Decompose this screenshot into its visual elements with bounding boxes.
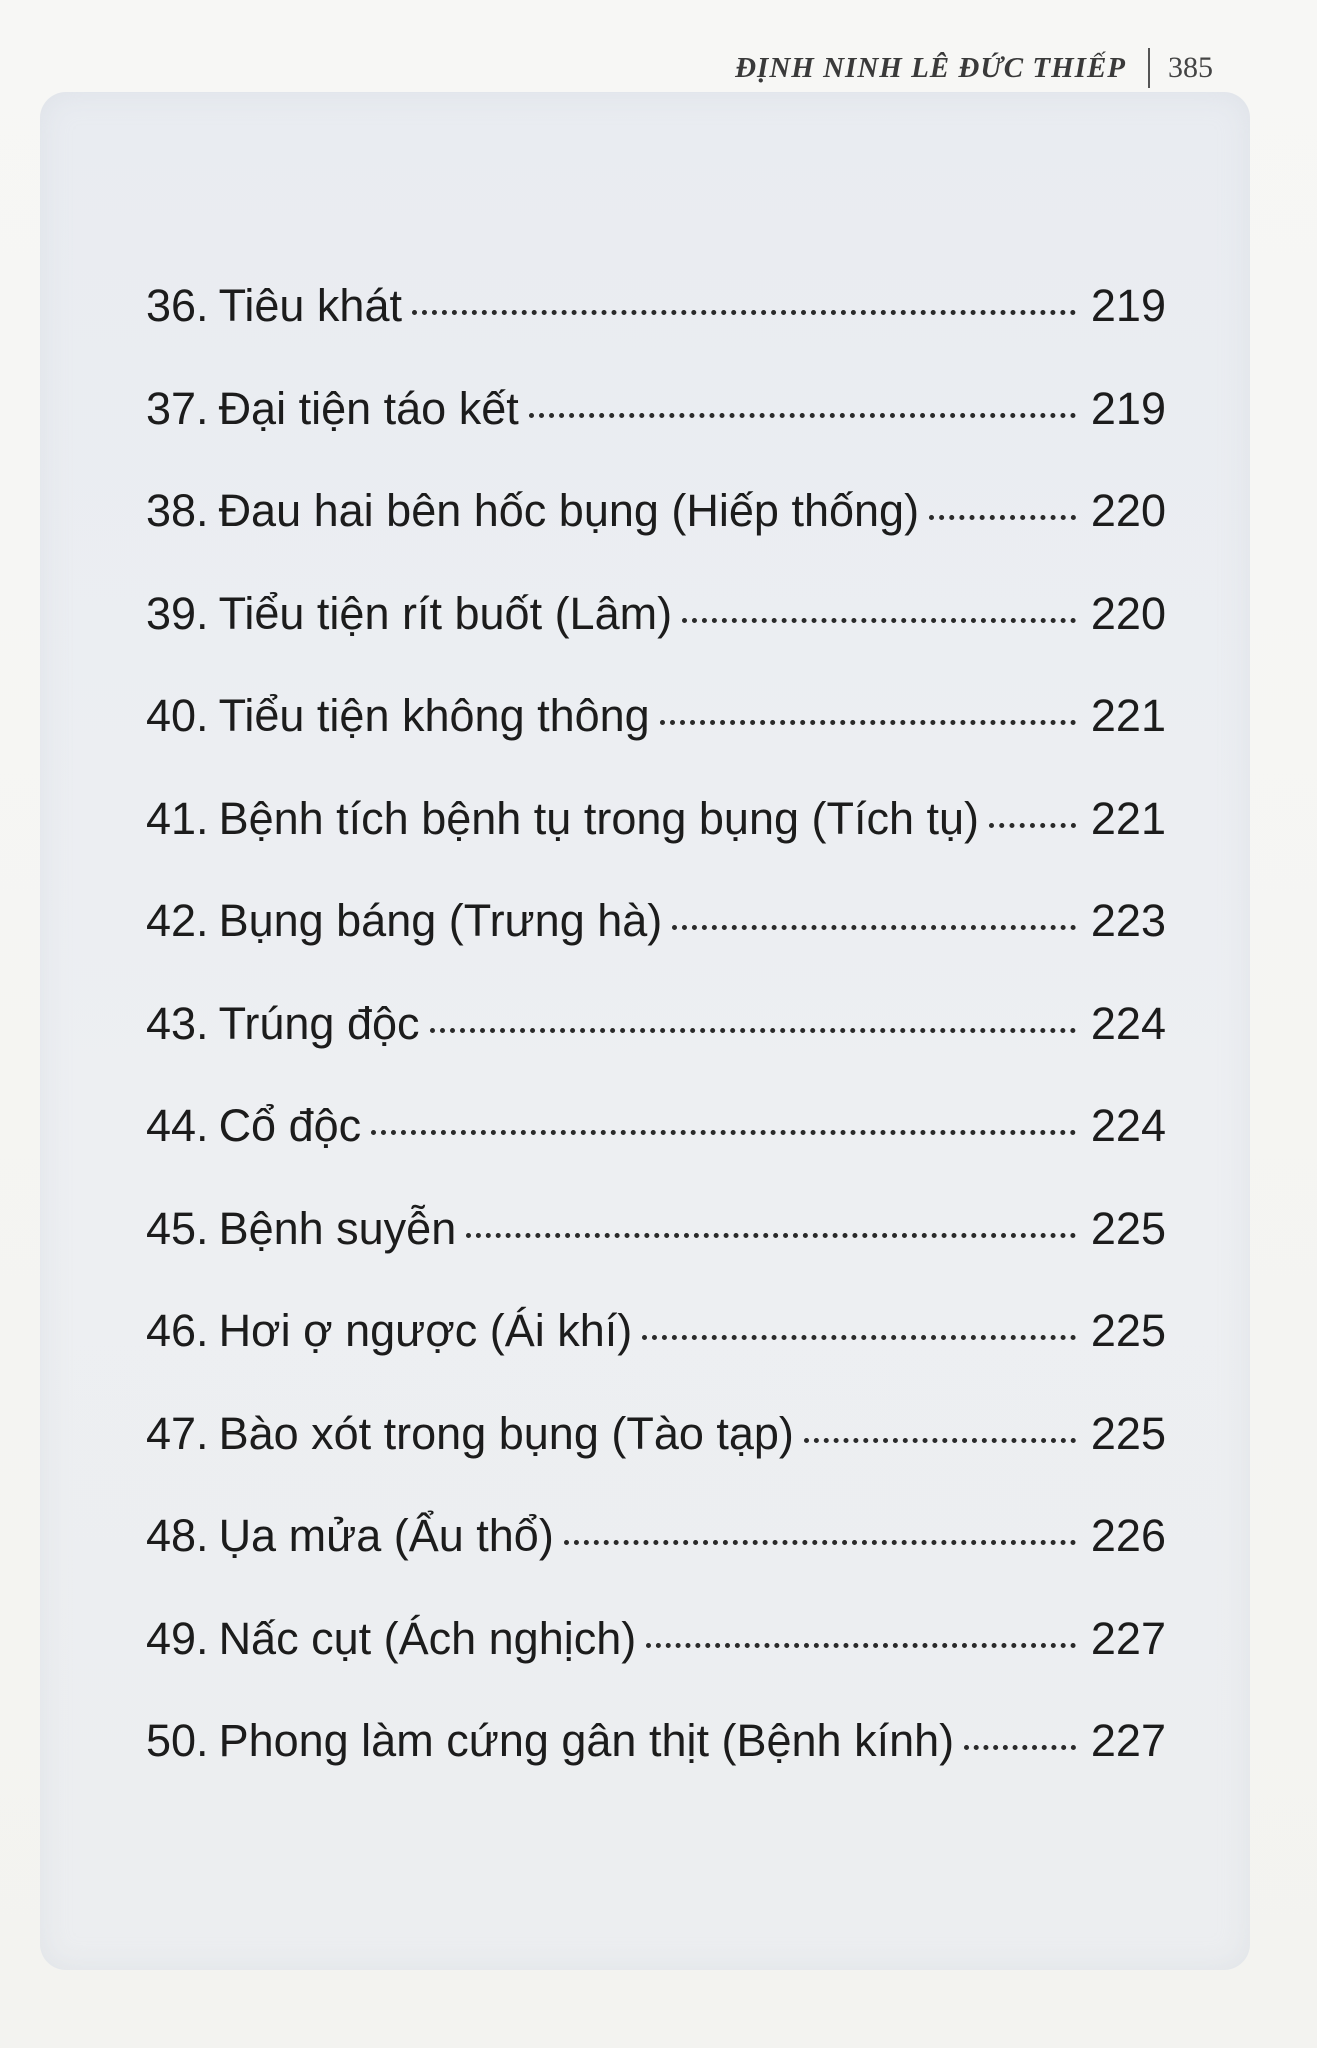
dot-leader xyxy=(642,1335,1076,1340)
toc-entry-number: 44. xyxy=(146,1100,209,1151)
dot-leader xyxy=(682,618,1076,623)
toc-entry-title: Tiêu khát xyxy=(218,280,402,331)
toc-entry-title: Phong làm cứng gân thịt (Bệnh kính) xyxy=(218,1715,955,1766)
toc-entry xyxy=(146,1715,1166,1818)
toc-entry-page: 223 xyxy=(1090,895,1166,946)
toc-entry-title: Bệnh tích bệnh tụ trong bụng (Tích tụ) xyxy=(218,792,980,844)
toc-entry-page: 220 xyxy=(1090,587,1166,639)
toc-entry-title: Trúng độc xyxy=(218,997,420,1049)
toc-entry xyxy=(146,1613,1166,1716)
toc-entry-page: 225 xyxy=(1090,1202,1166,1254)
toc-entry-page: 227 xyxy=(1090,1715,1166,1766)
toc-entry-number: 37. xyxy=(146,382,209,434)
toc-entry-number: 50. xyxy=(146,1715,209,1766)
toc-entry xyxy=(146,1510,1166,1613)
toc-entry-page: 226 xyxy=(1090,1510,1166,1561)
toc-entry-title: Bệnh suyễn xyxy=(218,1202,457,1254)
running-header xyxy=(735,48,1213,88)
toc-entry xyxy=(146,690,1166,793)
toc-entry xyxy=(146,895,1166,998)
dot-leader xyxy=(646,1643,1076,1648)
toc-entry xyxy=(146,588,1166,691)
toc-entry-page: 221 xyxy=(1090,690,1166,741)
dot-leader xyxy=(964,1745,1076,1750)
dot-leader xyxy=(564,1540,1076,1545)
toc-entry-title: Đại tiện táo kết xyxy=(218,382,519,434)
toc-entry-number: 38. xyxy=(146,485,209,536)
toc-entry xyxy=(146,1408,1166,1511)
toc-entry-title: Tiểu tiện rít buốt (Lâm) xyxy=(218,587,673,639)
dot-leader xyxy=(672,925,1076,930)
toc-entry-number: 41. xyxy=(146,792,209,844)
header-divider xyxy=(1148,48,1150,88)
dot-leader xyxy=(466,1233,1076,1238)
toc-entry-title: Bào xót trong bụng (Tào tạp) xyxy=(218,1407,794,1459)
table-of-contents xyxy=(146,280,1166,1818)
toc-entry xyxy=(146,383,1166,486)
toc-entry-title: Cổ độc xyxy=(218,1100,362,1151)
toc-entry xyxy=(146,1305,1166,1408)
toc-entry-page: 221 xyxy=(1090,792,1166,844)
toc-entry xyxy=(146,1203,1166,1306)
toc-entry-number: 39. xyxy=(146,587,209,639)
toc-entry-title: Hơi ợ ngược (Ái khí) xyxy=(218,1305,633,1356)
page-number: 385 xyxy=(1168,51,1213,84)
toc-entry-number: 48. xyxy=(146,1510,209,1561)
toc-entry-page: 219 xyxy=(1090,382,1166,434)
dot-leader xyxy=(430,1028,1076,1033)
toc-entry-number: 42. xyxy=(146,895,209,946)
toc-entry-page: 224 xyxy=(1090,1100,1166,1151)
toc-entry-number: 47. xyxy=(146,1407,209,1459)
toc-entry-number: 45. xyxy=(146,1202,209,1254)
toc-entry xyxy=(146,280,1166,383)
dot-leader xyxy=(412,310,1076,315)
toc-entry-title: Tiểu tiện không thông xyxy=(218,690,650,741)
toc-entry-number: 49. xyxy=(146,1612,209,1664)
toc-entry xyxy=(146,998,1166,1101)
toc-entry-title: Bụng báng (Trưng hà) xyxy=(218,895,663,946)
running-title: ĐỊNH NINH LÊ ĐỨC THIẾP xyxy=(735,51,1126,84)
toc-entry-title: Ụa mửa (Ẩu thổ) xyxy=(218,1510,554,1561)
toc-entry-page: 220 xyxy=(1090,485,1166,536)
dot-leader xyxy=(660,720,1076,725)
toc-entry xyxy=(146,793,1166,896)
toc-entry-number: 36. xyxy=(146,280,209,331)
toc-entry xyxy=(146,1100,1166,1203)
dot-leader xyxy=(929,515,1076,520)
toc-entry-page: 224 xyxy=(1090,997,1166,1049)
toc-entry-title: Nấc cụt (Ách nghịch) xyxy=(218,1612,637,1664)
dot-leader xyxy=(371,1130,1076,1135)
toc-entry-page: 219 xyxy=(1090,280,1166,331)
dot-leader xyxy=(529,413,1076,418)
toc-entry-number: 40. xyxy=(146,690,209,741)
toc-entry-page: 225 xyxy=(1090,1305,1166,1356)
toc-entry-number: 43. xyxy=(146,997,209,1049)
toc-entry-number: 46. xyxy=(146,1305,209,1356)
toc-entry-page: 225 xyxy=(1090,1407,1166,1459)
toc-entry-page: 227 xyxy=(1090,1612,1166,1664)
toc-entry xyxy=(146,485,1166,588)
dot-leader xyxy=(989,823,1076,828)
toc-entry-title: Đau hai bên hốc bụng (Hiếp thống) xyxy=(218,485,920,536)
dot-leader xyxy=(804,1438,1076,1443)
